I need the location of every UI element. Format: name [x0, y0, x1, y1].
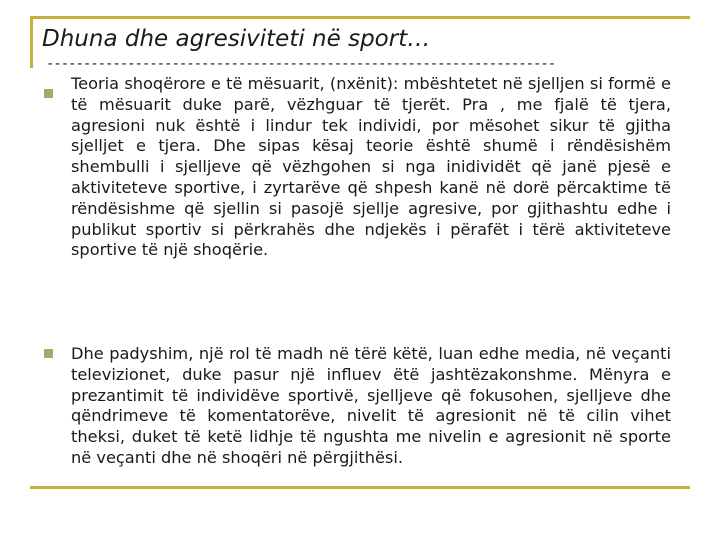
- slide-title: Dhuna dhe agresiviteti në sport…: [42, 26, 431, 52]
- bullet-text-social-learning: Teoria shoqërore e të mësuarit, (nxënit): mbështetet në sjelljen si formë e të mësuarit duke parë, vëzhguar të tjerët. Pra , me fjalë të tjera, agresioni nuk është i lindur tek individi, por mësohet sikur të gjitha sjelljet e tjera. Dhe sipas kësaj teorie është shumë i rëndësishëm shembulli i sjelljeve që vëzhgohen si nga inidividët që janë pjesë e aktiviteteve sportive, i zyrtarëve që shpesh kanë në dorë përcaktime të rëndësishme që sjellin si pasojë sjellje agresive, por gjithashtu edhe i publikut sportiv si përkrahës dhe ndjekës i përafët i tërë aktiviteteve sportive të një shoqërie.: [71, 74, 671, 260]
- frame-bottom-border: [30, 486, 690, 489]
- bullet-marker: [44, 349, 53, 358]
- bullet-marker: [44, 89, 53, 98]
- frame-top-border: [30, 16, 690, 19]
- bullet-text-media-role: Dhe padyshim, një rol të madh në tërë këtë, luan edhe media, në veçanti televizionet, duke pasur një influev ëtë jashtëzakonshme. Mënyra e prezantimit të individëve sportivë, sjelljeve që fokusohen, sjelljeve dhe qëndrimeve të komentatorëve, nivelit të agresionit në të cilin vihet theksi, duket të ketë lidhje të ngushta me nivelin e agresionit në sporte në veçanti dhe në shoqëri në përgjithësi.: [71, 344, 671, 467]
- title-separator: ---------------------------------------------------------------------: [46, 56, 556, 72]
- frame-left-border: [30, 16, 33, 68]
